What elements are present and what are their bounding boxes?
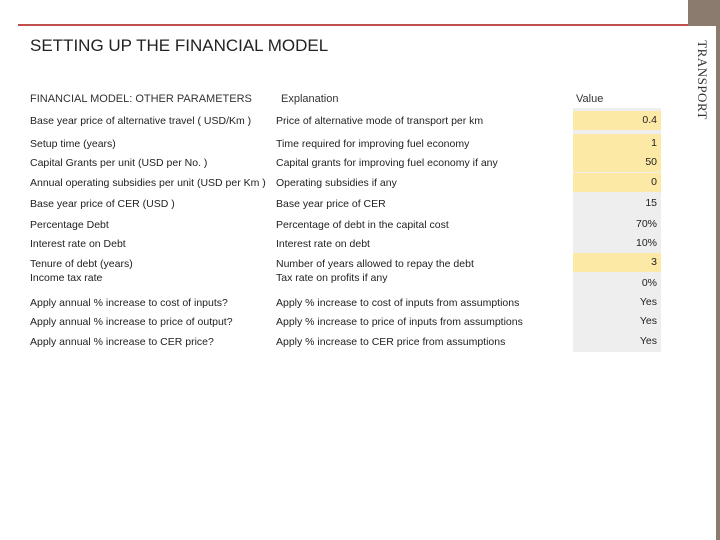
explanation-line-2: Tax rate on profits if any bbox=[276, 272, 388, 284]
parameter-label: Capital Grants per unit (USD per No. ) bbox=[30, 157, 208, 169]
parameter-label: Apply annual % increase to CER price? bbox=[30, 336, 214, 348]
value-cell: Yes bbox=[639, 296, 657, 308]
explanation-text: Interest rate on debt bbox=[276, 238, 370, 250]
explanation-text: Apply % increase to cost of inputs from assumptions bbox=[276, 297, 520, 309]
parameter-label: Percentage Debt bbox=[30, 219, 109, 231]
parameter-label: Base year price of alternative travel ( USD/Km ) bbox=[30, 115, 252, 127]
title-divider-line bbox=[18, 24, 688, 26]
value-cell: 10% bbox=[635, 237, 657, 249]
value-input-cell[interactable]: 50 bbox=[573, 153, 661, 172]
explanation-text: Price of alternative mode of transport per km bbox=[276, 115, 484, 127]
value-cell: 70% bbox=[635, 218, 657, 230]
parameter-label: Apply annual % increase to price of output? bbox=[30, 316, 233, 328]
header-explanation: Explanation bbox=[281, 93, 339, 105]
header-parameter: FINANCIAL MODEL: OTHER PARAMETERS bbox=[30, 93, 252, 105]
explanation-text: Time required for improving fuel economy bbox=[276, 138, 470, 150]
section-label: TRANSPORT bbox=[695, 40, 710, 120]
parameter-label bbox=[30, 258, 133, 284]
explanation-text: Capital grants for improving fuel economy if any bbox=[276, 157, 498, 169]
parameter-label: Annual operating subsidies per unit (USD per Km ) bbox=[30, 177, 266, 189]
value-cell: Yes bbox=[639, 315, 657, 327]
page-title: SETTING UP THE FINANCIAL MODEL bbox=[30, 36, 329, 55]
value-input-cell[interactable]: 3 bbox=[573, 253, 661, 272]
parameter-line-2: Income tax rate bbox=[30, 272, 103, 284]
explanation-line-1: Number of years allowed to repay the debt bbox=[276, 258, 474, 270]
parameter-line-1: Tenure of debt (years) bbox=[30, 258, 133, 270]
explanation-text: Percentage of debt in the capital cost bbox=[276, 219, 449, 231]
explanation-text: Base year price of CER bbox=[276, 198, 386, 210]
explanation-text: Operating subsidies if any bbox=[276, 177, 397, 189]
parameter-label: Interest rate on Debt bbox=[30, 238, 126, 250]
header-value: Value bbox=[576, 93, 604, 105]
value-input-cell[interactable]: 1 bbox=[573, 134, 661, 153]
parameter-label: Base year price of CER (USD ) bbox=[30, 198, 175, 210]
value-cell: 0% bbox=[641, 277, 657, 289]
explanation-text: Apply % increase to price of inputs from assumptions bbox=[276, 316, 523, 328]
value-cell: 15 bbox=[645, 197, 657, 209]
parameter-label: Setup time (years) bbox=[30, 138, 116, 150]
parameter-label: Apply annual % increase to cost of inputs? bbox=[30, 297, 228, 309]
value-cell: Yes bbox=[639, 335, 657, 347]
explanation-text: Apply % increase to CER price from assumptions bbox=[276, 336, 506, 348]
explanation-text bbox=[276, 258, 474, 284]
value-input-cell[interactable]: 0.4 bbox=[573, 111, 661, 130]
value-input-cell[interactable]: 0 bbox=[573, 173, 661, 192]
